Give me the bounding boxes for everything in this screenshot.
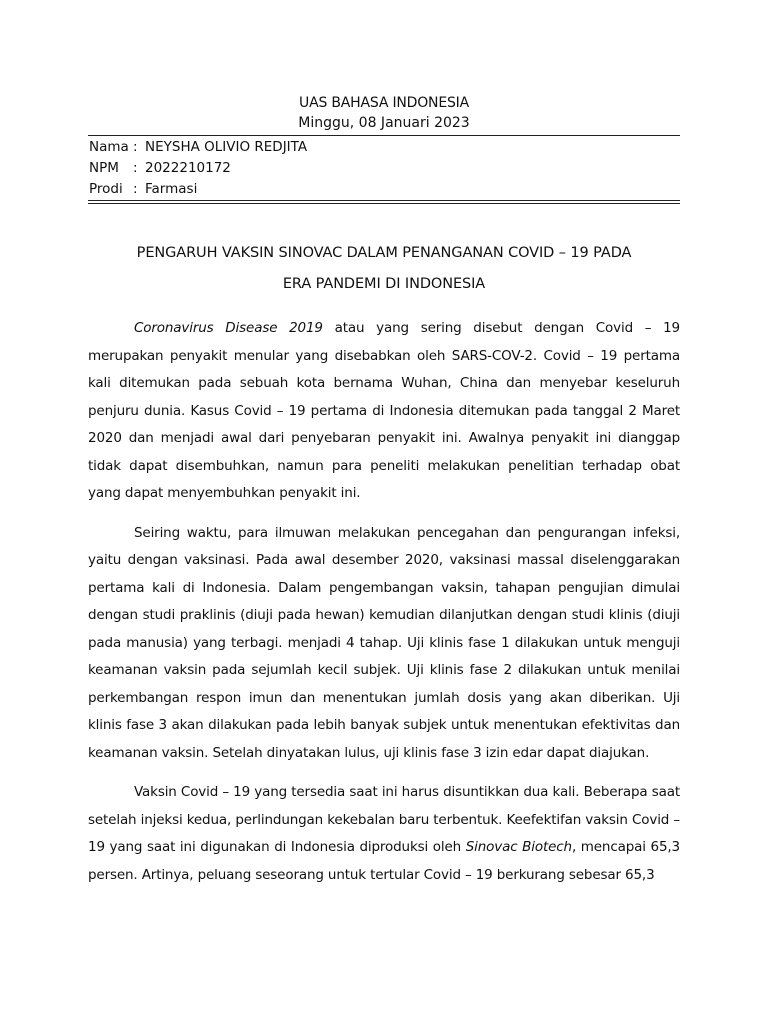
- document-title: [88, 238, 680, 300]
- prodi-label: Prodi: [89, 181, 123, 197]
- npm-separator: :: [133, 160, 138, 176]
- header-divider-bottom: [88, 200, 680, 201]
- paragraph-2: [88, 520, 680, 768]
- student-npm-row: [89, 158, 307, 179]
- paragraph-3-italic-term: Sinovac Biotech: [465, 839, 572, 855]
- paragraph-3: [88, 779, 680, 889]
- exam-date: Minggu, 08 Januari 2023: [298, 115, 470, 131]
- paragraph-1: [88, 315, 680, 508]
- student-info: [89, 137, 307, 200]
- name-value: NEYSHA OLIVIO REDJITA: [145, 139, 308, 155]
- paragraph-2-text: Seiring waktu, para ilmuwan melakukan pencegahan dan pengurangan infeksi, yaitu dengan vaksinasi. Pada awal desember 2020, vaksinasi massal diselenggarakan pertama kali di Indonesia. Dalam pengembangan vaksin, tahapan pengujian dimulai dengan studi praklinis (diuji pada hewan) kemudian dilanjutkan dengan studi klinis (diuji pada manusia) yang terbagi. menjadi 4 tahap. Uji klinis fase 1 dilakukan untuk menguji keamanan vaksin pada sejumlah kecil subjek. Uji klinis fase 2 dilakukan untuk menilai perkembangan respon imun dan menentukan jumlah dosis yang akan diberikan. Uji klinis fase 3 akan dilakukan pada lebih banyak subjek untuk menentukan efektivitas dan keamanan vaksin. Setelah dinyatakan lulus, uji klinis fase 3 izin edar dapat diajukan.: [88, 524, 680, 761]
- student-prodi-row: [89, 179, 307, 200]
- npm-label: NPM: [89, 160, 119, 176]
- student-name-row: [89, 137, 307, 158]
- name-label: Nama: [89, 139, 129, 155]
- paragraph-3-text-after: , mencapai 65,3 persen. Artinya, peluang seseorang untuk tertular Covid – 19 berkurang sebesar 65,3: [88, 839, 680, 883]
- paragraph-1-italic-term: Coronavirus Disease 2019: [134, 320, 323, 336]
- prodi-value: Farmasi: [145, 181, 198, 197]
- npm-value: 2022210172: [145, 160, 231, 176]
- name-separator: :: [133, 139, 138, 155]
- document-title-line-1: PENGARUH VAKSIN SINOVAC DALAM PENANGANAN COVID – 19 PADA: [136, 245, 632, 261]
- paragraph-3-text-before: Vaksin Covid – 19 yang tersedia saat ini harus disuntikkan dua kali. Beberapa saat setelah injeksi kedua, perlindungan kekebalan baru terbentuk. Keefektifan vaksin Covid – 19 yang saat ini digunakan di Indonesia diproduksi oleh: [88, 784, 680, 855]
- header-divider-top: [88, 135, 680, 136]
- paragraph-1-text: atau yang sering disebut dengan Covid – 19 merupakan penyakit menular yang disebabkan oleh SARS-COV-2. Covid – 19 pertama kali ditemukan pada sebuah kota bernama Wuhan, China dan menyebar keseluruh penjuru dunia. Kasus Covid – 19 pertama di Indonesia ditemukan pada tanggal 2 Maret 2020 dan menjadi awal dari penyebaran penyakit ini. Awalnya penyakit ini dianggap tidak dapat disembuhkan, namun para peneliti melakukan penelitian terhadap obat yang dapat menyembuhkan penyakit ini.: [88, 320, 680, 501]
- prodi-separator: :: [133, 181, 138, 197]
- document-title-line-2: ERA PANDEMI DI INDONESIA: [282, 276, 486, 292]
- exam-title: UAS BAHASA INDONESIA: [299, 95, 469, 111]
- document-body: [88, 315, 680, 901]
- header-divider-bottom-double: [88, 203, 680, 204]
